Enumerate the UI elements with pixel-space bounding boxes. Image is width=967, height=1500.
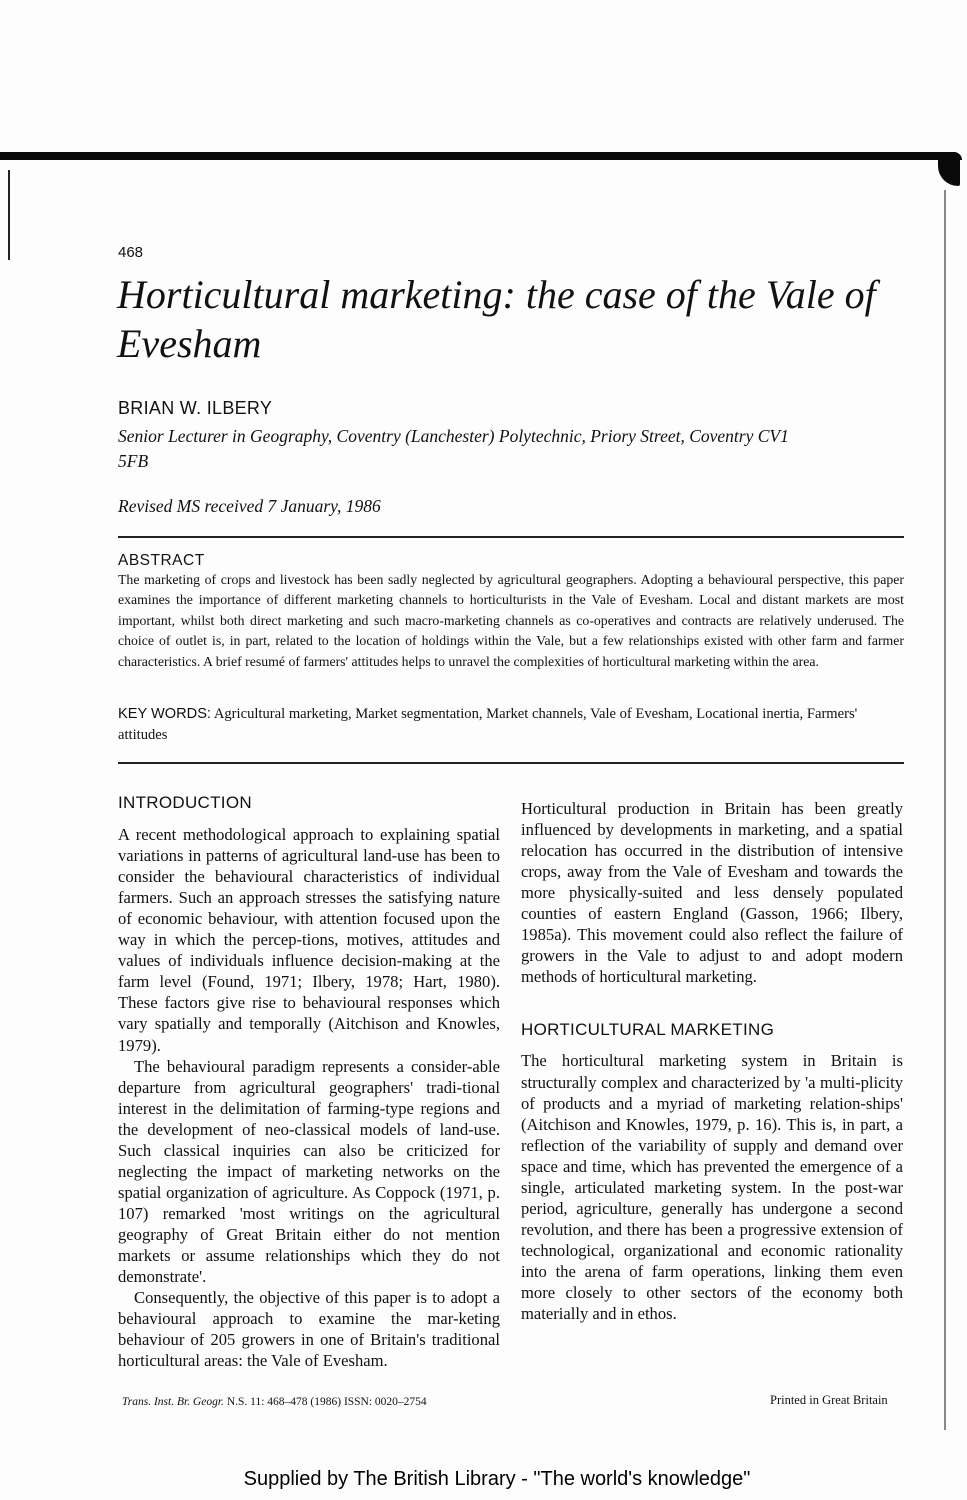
abstract-top-rule	[118, 536, 904, 538]
header-rule	[0, 152, 962, 160]
scan-edge-left	[8, 170, 10, 260]
author-affiliation: Senior Lecturer in Geography, Coventry (Lanchester) Polytechnic, Priory Street, Coventry CV1 5FB	[118, 426, 789, 471]
keywords-text: Agricultural marketing, Market segmentation, Market channels, Vale of Evesham, Locational inertia, Farmers' attitudes	[118, 706, 858, 743]
page-number: 468	[118, 244, 144, 261]
footer-printed: Printed in Great Britain	[770, 1393, 888, 1407]
header-rule-corner	[938, 152, 960, 186]
abstract-text: The marketing of crops and livestock has been sadly neglected by agricultural geographers. Adopting a behavioural perspective, this paper examines the importance of different marketing channels to horticulturists in the Vale of Evesham. Local and distant markets are most important, whilst both direct marketing and such macro-marketing channels as co-operatives and contracts are relatively underused. The choice of outlet is, in part, related to the location of holdings within the Vale, but a few relationships existed with other farm and farmer characteristics. A brief resumé of farmers' attitudes helps to unravel the complexities of horticultural marketing within the area.	[118, 572, 904, 669]
introduction-paragraph-4: Horticultural production in Britain has been greatly influenced by developments in marketing, and a spatial relocation has occurred in the distribution of intensive crops, away from the Vale of Evesham and towards the more physically-suited and less densely populated counties of eastern England (Gasson, 1966; Ilbery, 1985a). This movement could also reflect the failure of growers in the Vale to adjust to and adopt modern methods of horticultural marketing.	[521, 799, 903, 987]
footer-citation	[122, 1396, 427, 1408]
introduction-paragraph-2: The behavioural paradigm represents a consider-able departure from agricultural geographers' tradi-tional interest in the delimitation of farming-type regions and the development of neo-classical models of land-use. Such classical inquiries can also be criticized for neglecting the impact of marketing networks on the spatial organization of agriculture. As Coppock (1971, p. 107) remarked 'most writings on the agricultural geography of Great Britain either do not mention markets or assume relationships which they do not demonstrate'.	[118, 1056, 500, 1287]
column-left	[118, 792, 500, 1371]
introduction-heading: INTRODUCTION	[118, 793, 252, 812]
keywords-label: KEY WORDS:	[118, 706, 211, 722]
abstract-heading: ABSTRACT	[118, 552, 205, 569]
horticultural-marketing-heading: HORTICULTURAL MARKETING	[521, 1020, 775, 1040]
citation-details: N.S. 11: 468–478 (1986) ISSN: 0020–2754	[226, 1396, 427, 1408]
introduction-paragraph-1: A recent methodological approach to explaining spatial variations in patterns of agricultural land-use has been to consider the behavioural characteristics of individual farmers. Such an approach stresses the satisfying nature of economic behaviour, with attention focused upon the way in which the percep-tions, motives, attitudes and values of individuals influence decision-making at the farm level (Found, 1971; Ilbery, 1978; Hart, 1980). These factors give rise to behavioural responses which vary spatially and temporally (Aitchison and Knowles, 1979).	[118, 825, 500, 1055]
introduction-paragraph-3: Consequently, the objective of this paper is to adopt a behavioural approach to examine the mar-keting behaviour of 205 growers in one of Britain's traditional horticultural areas: the Vale of Evesham.	[118, 1288, 500, 1371]
keywords	[118, 704, 904, 746]
scan-edge-right	[944, 190, 946, 1430]
supplier-notice: Supplied by The British Library - "The world's knowledge"	[243, 1468, 751, 1490]
received-date: Revised MS received 7 January, 1986	[118, 496, 381, 516]
article-title: Horticultural marketing: the case of the Vale of Evesham	[117, 272, 876, 366]
abstract-bottom-rule	[118, 762, 904, 764]
horticultural-marketing-paragraph-1: The horticultural marketing system in Britain is structurally complex and characterized by 'a multi-plicity of products and a myriad of marketing relation-ships' (Aitchison and Knowles, 1979, p. 16). This is, in part, a reflection of the variability of supply and demand over space and time, which has prevented the emergence of a single, articulated marketing system. In the post-war period, agriculture, generally has undergone a second revolution, and there has been a progressive extension of technological, organizational and economic rationality into the arena of farm operations, linking them even more closely to other sectors of the economy both materially and in ethos.	[521, 1051, 903, 1324]
author-name: BRIAN W. ILBERY	[118, 398, 273, 418]
citation-journal: Trans. Inst. Br. Geogr.	[122, 1396, 224, 1408]
column-right	[521, 798, 903, 1324]
